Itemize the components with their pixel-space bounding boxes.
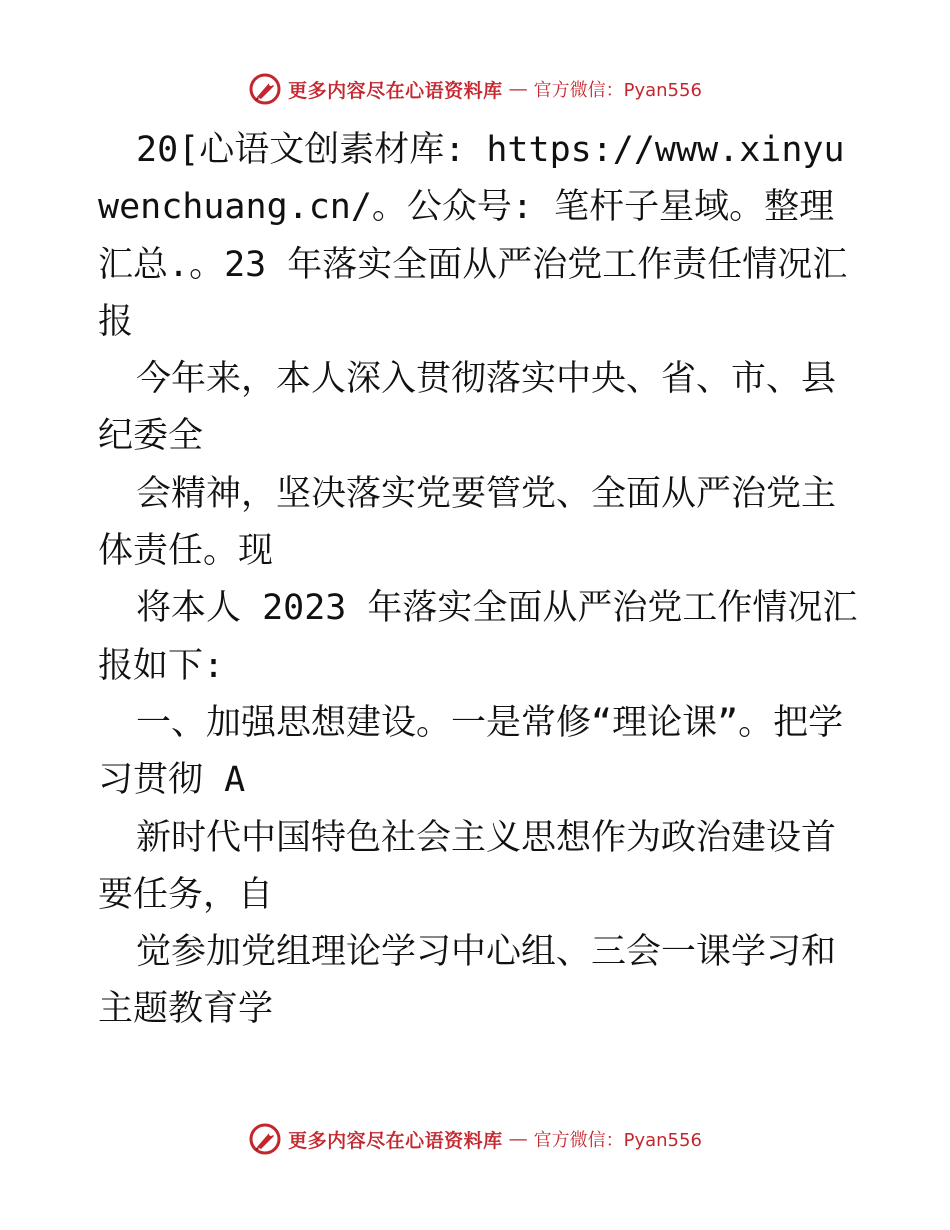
watermark-dash: — xyxy=(508,78,528,100)
paragraph: 将本人 2023 年落实全面从严治党工作情况汇报如下: xyxy=(98,588,858,686)
paragraph: 觉参加党组理论学习中心组、三会一课学习和主题教育学 xyxy=(98,932,837,1030)
paragraph: 会精神，坚决落实党要管党、全面从严治党主体责任。现 xyxy=(98,473,837,572)
footer-watermark xyxy=(0,1122,950,1156)
paragraph: 新时代中国特色社会主义思想作为政治建设首要任务，自 xyxy=(98,817,837,915)
watermark-text: 更多内容尽在心语资料库 xyxy=(288,1129,503,1152)
paragraph: 今年来，本人深入贯彻落实中央、省、市、县纪委全 xyxy=(98,359,837,457)
watermark-wechat: 官方微信：Pyan556 xyxy=(533,1130,702,1151)
paragraph: 一、加强思想建设。一是常修“理论课”。把学习贯彻 A xyxy=(98,702,844,801)
paragraph-title: 20[心语文创素材库: https://www.xinyuwenchuang.cn/。公众号: 笔杆子星域。整理汇总.。23 年落实全面从严治党工作责任情况汇报 xyxy=(98,130,848,342)
watermark-dash: — xyxy=(508,1128,528,1150)
watermark-wechat: 官方微信：Pyan556 xyxy=(533,80,702,101)
pen-logo-icon xyxy=(248,1122,282,1156)
pen-logo-icon xyxy=(248,72,282,106)
document-body xyxy=(98,122,858,1039)
header-watermark xyxy=(0,72,950,106)
watermark-text: 更多内容尽在心语资料库 xyxy=(288,79,503,102)
